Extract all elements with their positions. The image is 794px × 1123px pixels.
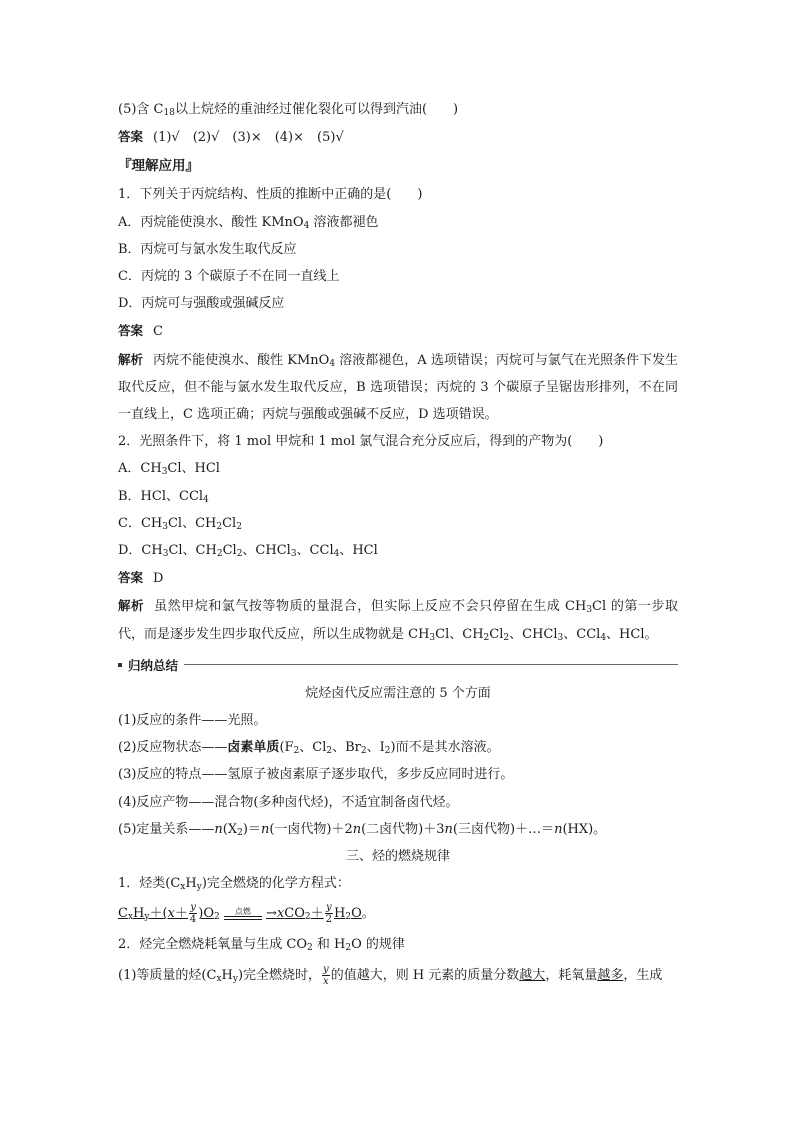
q2-answer-label: 答案 xyxy=(118,570,144,586)
fraction-y-over-4: $\frac{y}{4}$ xyxy=(189,902,197,926)
summary-rule xyxy=(184,664,678,665)
section3-p1: 1．烃类$(C_xH_y)$完全燃烧的化学方程式： xyxy=(118,876,350,893)
q2-stem: 2．光照条件下，将 1 mol 甲烷和 1 mol 氯气混合充分反应后，得到的产物为( ) xyxy=(118,434,604,450)
square-bullet-icon xyxy=(118,663,122,667)
q1-answer: C xyxy=(153,324,163,340)
q1-stem: 1．下列关于丙烷结构、性质的推断中正确的是( ) xyxy=(118,187,423,203)
q1-option-a: A．丙烷能使溴水、酸性 KMnO$_4$ 溶液都褪色 xyxy=(118,214,379,231)
p3-part-e: 越多 xyxy=(597,967,624,983)
summary-header xyxy=(118,650,678,680)
summary-item-2: (2)反应物状态——卤素单质($F_2$、$Cl_2$、$Br_2$、$I_2$)而不是其水溶液。 xyxy=(118,740,500,757)
q2-answer-line xyxy=(118,564,678,592)
p3-part-d: ，耗氧量 xyxy=(545,967,598,983)
q1-option-b: B．丙烷可与氯水发生取代反应 xyxy=(118,241,297,257)
q2-analysis: 解析 虽然甲烷和氯气按等物质的量混合，但实际上反应不会只停留在生成 $CH_3Cl$ 的第一步取代，而是逐步发生四步取代反应，所以生成物就是 $CH_3Cl$、$CH_2Cl_2$、CHCl$_3$、CCl$_4$、HCl。 xyxy=(118,598,678,643)
summary-item-4: (4)反应产物——混合物(多种卤代烃)，不适宜制备卤代烃。 xyxy=(118,794,459,810)
summary-item-1: (1)反应的条件——光照。 xyxy=(118,713,267,729)
section3-p2: 2．烃完全燃烧耗氧量与生成 $CO_2$ 和 $H_2O$ 的规律 xyxy=(118,937,405,954)
p3-part-c: 越大 xyxy=(519,967,546,983)
summary-item-5: (5)定量关系$——n(X_2)=n$(一卤代物)＋2n(二卤代物)＋3n(三卤代物)＋…＝n(HX)。 xyxy=(118,821,607,838)
combustion-equation: $C_xH_y+(x+$ $\frac{y}{4}$ )$O_2$ 点燃 →xCO$_2$＋ $\frac{y}{2}$ $H_2O$。 xyxy=(118,902,375,926)
q2-analysis-label: 解析 xyxy=(118,598,145,614)
q1-option-c: C．丙烷的 3 个碳原子不在同一直线上 xyxy=(118,269,340,285)
p3-part-b: 的值越大，则 H 元素的质量分数 xyxy=(330,967,520,983)
section3-p3 xyxy=(118,959,678,993)
q1-option-d: D．丙烷可与强酸或强碱反应 xyxy=(118,296,285,312)
answer-line xyxy=(118,123,678,151)
fraction-y-over-x: $\frac{y}{x}$ xyxy=(323,963,329,987)
q2-option-a: A．$CH_3Cl$、HCl xyxy=(118,461,220,478)
answer-label: 答案 xyxy=(118,129,144,145)
condition-text: 点燃 xyxy=(234,907,251,917)
summary-item-3: (3)反应的特点——氢原子被卤素原子逐步取代，多步反应同时进行。 xyxy=(118,767,514,783)
q2-option-d: D．$CH_3Cl$、$CH_2Cl_2$、CHCl$_3$、CCl$_4$、HCl xyxy=(118,543,378,560)
fraction-y-over-2: $\frac{y}{2}$ xyxy=(325,902,333,926)
p3-part-f: ，生成 xyxy=(623,967,663,983)
summary-title: 烷烃卤代反应需注意的 5 个方面 xyxy=(305,685,491,701)
document-page xyxy=(118,96,678,993)
q1-answer-line xyxy=(118,317,678,345)
summary-label: 归纳总结 xyxy=(128,657,179,673)
reaction-condition-arrow xyxy=(224,907,262,920)
q1-analysis: 解析 丙烷不能使溴水、酸性 KMnO$_4$ 溶液都褪色，A 选项错误；丙烷可与氯气在光照条件下发生取代反应，但不能与氯水发生取代反应，B 选项错误；丙烷的 3 个碳原子呈锯齿形排列，不在同一直线上，C 选项正确；丙烷与强酸或强碱不反应，D 选项错误。 xyxy=(118,351,679,423)
q2-answer: D xyxy=(153,571,164,587)
section3-title: 三、烃的燃烧规律 xyxy=(345,849,450,865)
question-5-line: (5)含 $C_{18}$以上烷烃的重油经过催化裂化可以得到汽油( ) xyxy=(118,102,459,118)
p3-part-a: (1)等质量的烃$(C_xH_y)$完全燃烧时， xyxy=(118,967,322,984)
q1-analysis-label: 解析 xyxy=(118,351,144,367)
q2-option-b: B．HCl、CCl$_4$ xyxy=(118,488,209,505)
section-understand-heading: 『理解应用』 xyxy=(118,158,199,175)
q1-answer-label: 答案 xyxy=(118,323,144,339)
answer-text: (1)√ (2)√ (3)× (4)× (5)√ xyxy=(153,130,344,146)
q2-option-c: C．$CH_3Cl$、$CH_2Cl_2$ xyxy=(118,515,242,532)
